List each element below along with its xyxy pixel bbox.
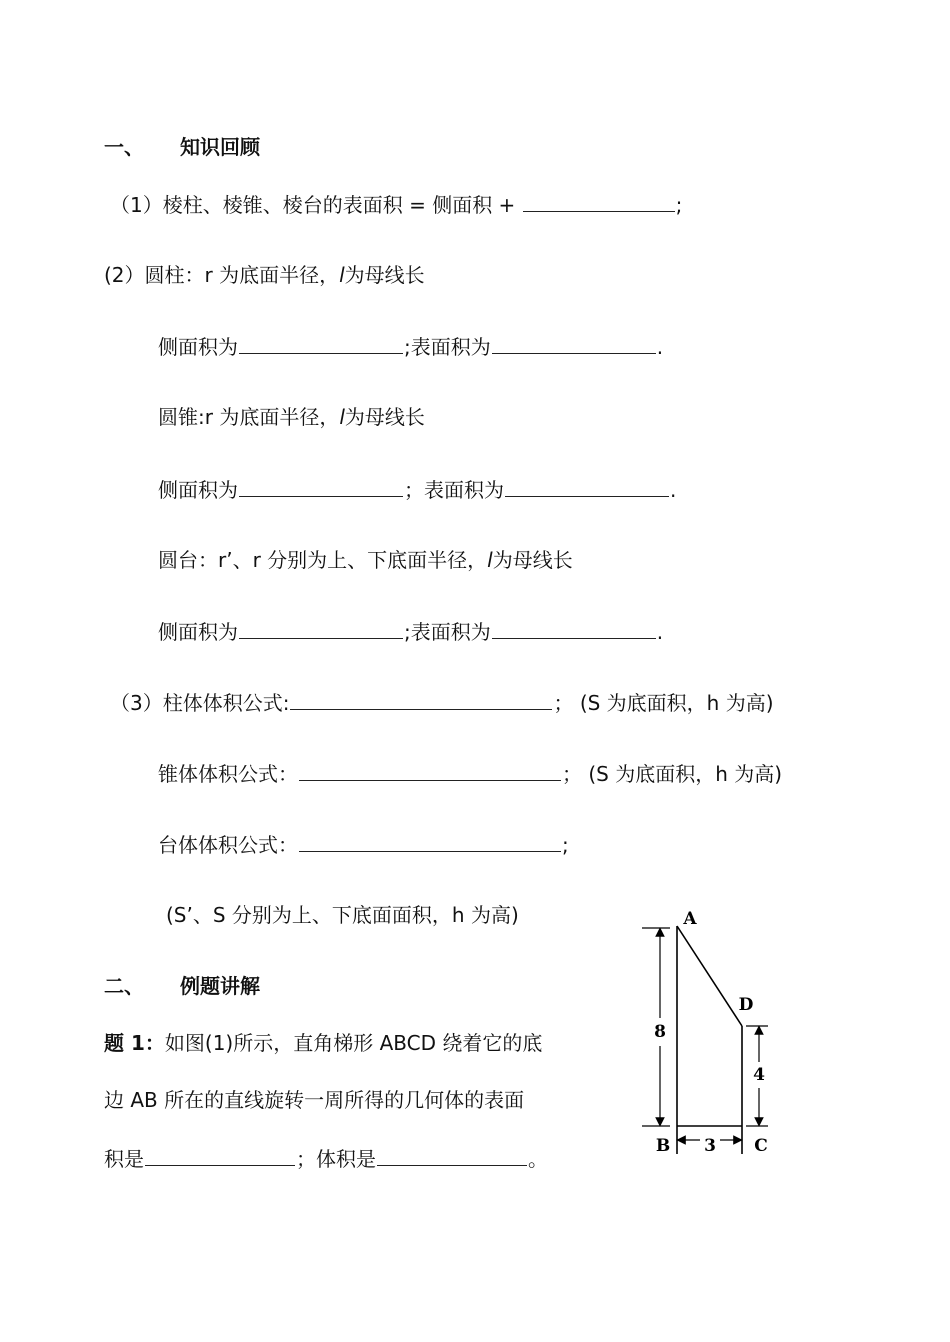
side-AD [677,926,742,1026]
pyramid-volume-line [158,760,782,787]
example1-line3 [104,1145,548,1172]
blank-cone-lateral[interactable] [239,476,403,497]
frustum-lateral-label: 侧面积为 [158,620,238,644]
blank-cylinder-total[interactable] [492,333,656,354]
blank-example1-surface[interactable] [145,1145,295,1166]
section1-heading [104,134,260,160]
item2-prefix: (2）圆柱：r 为底面半径， [104,263,340,287]
example1-line2: 边 AB 所在的直线旋转一周所得的几何体的表面 [104,1088,525,1112]
section1-number: 一、 [104,135,144,159]
cylinder-lateral-label: 侧面积为 [158,335,238,359]
section2-title: 例题讲解 [180,974,260,998]
blank-frustum-lateral[interactable] [239,618,403,639]
cone-line [158,404,425,430]
dim-label-CD: 4 [753,1065,765,1085]
prism-volume-line [110,689,774,716]
section1-title: 知识回顾 [180,135,260,159]
frustum-volume-note: (S’、S 分别为上、下底面面积，h 为高) [166,903,519,927]
blank-prism-volume[interactable] [290,689,552,710]
blank-example1-volume[interactable] [377,1145,527,1166]
item2-line [104,262,425,288]
cone-lateral-label: 侧面积为 [158,478,238,502]
cylinder-end: . [656,335,664,359]
cone-area-line [158,476,676,503]
item2-l: l [339,263,345,287]
prism-volume-label: （3）柱体体积公式: [110,691,290,715]
blank-base-area[interactable] [523,191,675,212]
cone-l: l [339,405,345,429]
example1-line1 [104,1030,542,1056]
pyramid-volume-label: 锥体体积公式： [158,762,298,786]
example1-volume-label: ；体积是 [296,1147,376,1171]
example1-label: 题 1： [104,1031,165,1055]
section2-number: 二、 [104,974,144,998]
cylinder-total-label: ;表面积为 [404,335,491,359]
frustum-line [158,547,573,573]
section2-heading [104,973,260,999]
dim-label-AB: 8 [654,1022,666,1042]
item1-text: （1）棱柱、棱锥、棱台的表面积 = 侧面积 + [110,193,516,217]
frustum-volume-end: ; [562,833,569,857]
frustum-l: l [487,548,493,572]
cylinder-area-line [158,333,663,360]
frustum-suffix: 为母线长 [492,548,573,572]
frustum-end: . [656,620,664,644]
frustum-total-label: ;表面积为 [404,620,491,644]
trapezoid-figure [620,900,820,1160]
item1-line [110,191,682,218]
item2-suffix: 为母线长 [344,263,425,287]
frustum-area-line [158,618,663,645]
example1-end: 。 [528,1147,548,1171]
blank-frustum-total[interactable] [492,618,656,639]
vertex-C: C [754,1136,768,1156]
prism-volume-note: ； (S 为底面积，h 为高) [553,691,774,715]
pyramid-volume-note: ； (S 为底面积，h 为高) [562,762,783,786]
blank-pyramid-volume[interactable] [299,760,561,781]
blank-frustum-volume[interactable] [299,831,561,852]
frustum-volume-label: 台体体积公式： [158,833,298,857]
vertex-D: D [738,995,754,1015]
blank-cone-total[interactable] [505,476,669,497]
example1-text1: 如图(1)所示，直角梯形 ABCD 绕着它的底 [164,1031,543,1055]
blank-cylinder-lateral[interactable] [239,333,403,354]
cone-total-label: ；表面积为 [404,478,504,502]
cone-suffix: 为母线长 [344,405,425,429]
dim-label-BC: 3 [704,1136,716,1156]
frustum-prefix: 圆台：r’、r 分别为上、下底面半径， [158,548,488,572]
item1-end: ; [675,193,683,217]
example1-surface-label: 积是 [104,1147,144,1171]
cone-end: . [670,478,677,502]
cone-prefix: 圆锥:r 为底面半径， [158,405,340,429]
vertex-A: A [683,909,697,929]
vertex-B: B [655,1136,671,1156]
frustum-volume-line [158,831,569,858]
